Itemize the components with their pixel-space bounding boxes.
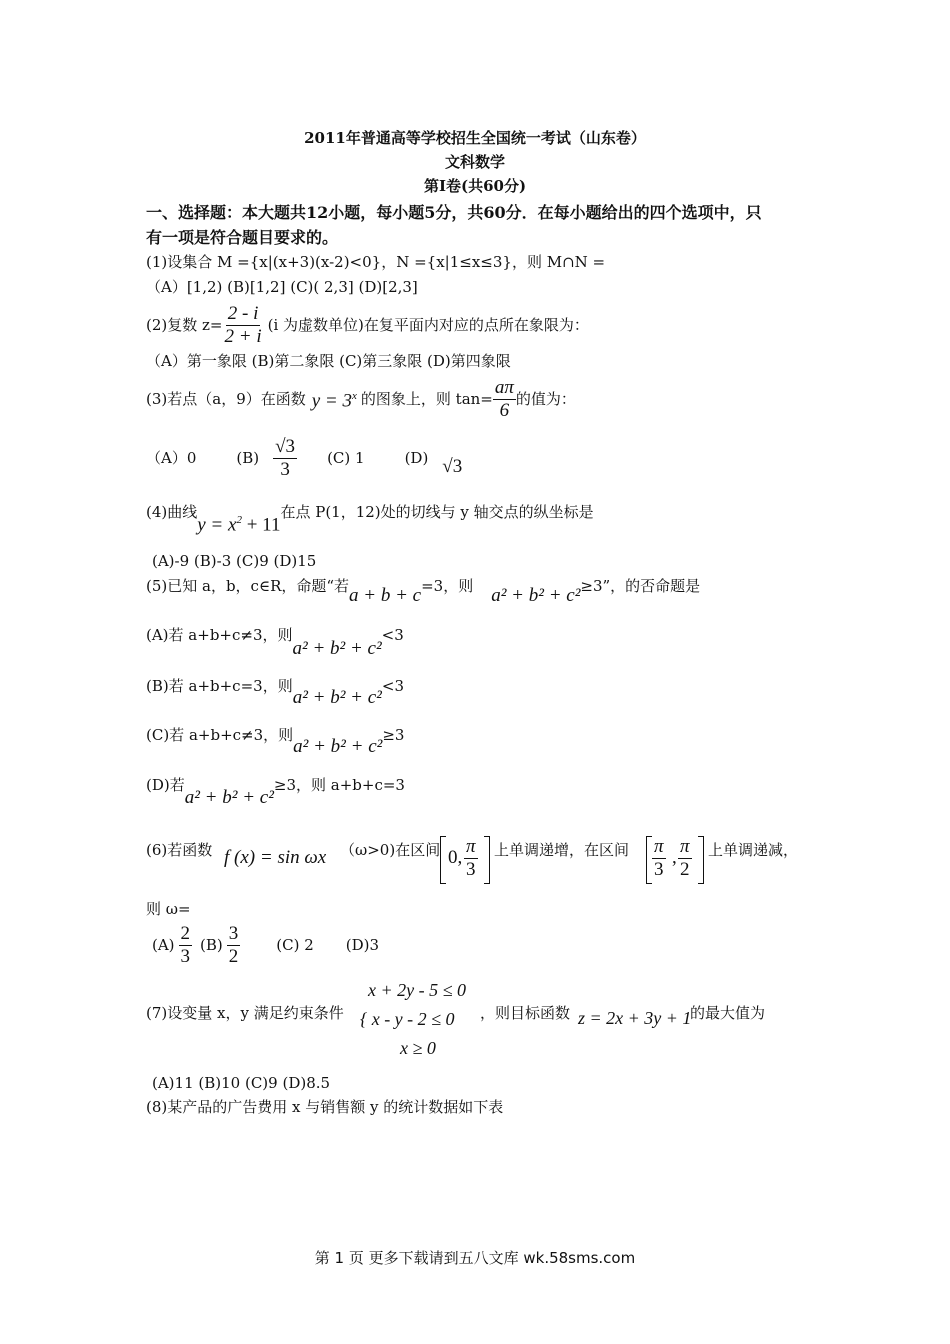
q2-denominator: 2 + i bbox=[224, 325, 262, 347]
q5-mid: =3，则 bbox=[421, 577, 474, 595]
q5-expr2: a² + b² + c² bbox=[491, 585, 581, 606]
q2-fraction bbox=[223, 303, 264, 348]
q5-option-c-prefix: (C)若 a+b+c≠3，则 bbox=[146, 726, 294, 744]
q3-option-b-fraction bbox=[273, 436, 297, 481]
q7-constraint-3: x ≥ 0 bbox=[400, 1038, 436, 1058]
q5-option-a bbox=[146, 625, 404, 661]
q6-option-b-fraction bbox=[227, 923, 241, 968]
q6-prefix: (6)若函数 bbox=[146, 841, 213, 859]
q6-interval1-left-bracket bbox=[440, 836, 446, 884]
q6-option-b-label: (B) bbox=[200, 936, 223, 954]
q5-suffix: ≥3”，的否命题是 bbox=[580, 577, 701, 595]
q3-option-c: (C) 1 bbox=[327, 449, 365, 467]
question-4 bbox=[146, 502, 594, 536]
q2-suffix: (i 为虚数单位)在复平面内对应的点所在象限为： bbox=[267, 316, 589, 334]
q3-suffix: 的值为： bbox=[515, 390, 576, 408]
q7-suffix: 的最大值为 bbox=[690, 1004, 766, 1022]
q6-suffix: 上单调递减， bbox=[708, 841, 799, 859]
q3-option-b-denominator: 3 bbox=[280, 458, 290, 480]
q7-constraint-2: { x - y - 2 ≤ 0 bbox=[360, 1009, 455, 1029]
q5-option-a-suffix: <3 bbox=[381, 626, 404, 644]
q6-condition: （ω>0)在区间 bbox=[340, 841, 441, 859]
question-2 bbox=[146, 302, 589, 348]
q5-option-c-suffix: ≥3 bbox=[382, 726, 405, 744]
question-1: (1)设集合 M ={x|(x+3)(x-2)<0}，N ={x|1≤x≤3}，则 M∩N = bbox=[146, 253, 606, 271]
q3-option-a: （A）0 bbox=[146, 449, 197, 467]
q6-interval2-right-bracket bbox=[698, 836, 704, 884]
q5-option-a-expr: a² + b² + c² bbox=[292, 638, 382, 659]
q6-interval2-end-denominator: 2 bbox=[680, 859, 690, 880]
q4-function: $y = x^2 + 11$ bbox=[197, 514, 281, 536]
q6-interval2-start bbox=[652, 836, 666, 881]
q5-option-d bbox=[146, 775, 405, 811]
q5-option-d-suffix: ≥3，则 a+b+c=3 bbox=[273, 776, 405, 794]
volume-title: 第Ⅰ卷(共60分) bbox=[423, 177, 527, 195]
question-5 bbox=[146, 576, 700, 610]
q6-option-a-numerator: 2 bbox=[180, 922, 191, 944]
q3-denominator: 6 bbox=[499, 399, 510, 421]
question-2-options: （A）第一象限 (B)第二象限 (C)第三象限 (D)第四象限 bbox=[146, 352, 511, 370]
q6-interval1-end bbox=[464, 836, 478, 881]
section-heading-line2: 有一项是符合题目要求的。 bbox=[146, 228, 339, 247]
question-8: (8)某产品的广告费用 x 与销售额 y 的统计数据如下表 bbox=[146, 1098, 504, 1116]
q5-expr1: a + b + c bbox=[349, 585, 422, 606]
q6-interval1-start: 0, bbox=[448, 847, 463, 868]
q6-option-a-label: (A) bbox=[152, 936, 175, 954]
q5-option-b bbox=[146, 676, 404, 712]
subject-title: 文科数学 bbox=[444, 153, 505, 171]
q4-prefix: (4)曲线 bbox=[146, 503, 198, 521]
q6-interval2-start-numerator: π bbox=[654, 836, 664, 857]
page-footer: 第 1 页 更多下载请到五八文库 wk.58sms.com bbox=[314, 1249, 636, 1267]
q6-interval2-comma: , bbox=[672, 847, 677, 868]
q6-option-d: (D)3 bbox=[345, 936, 380, 954]
q5-prefix: (5)已知 a，b，c∈R，命题“若 bbox=[146, 577, 350, 595]
question-6 bbox=[146, 836, 806, 886]
q3-option-d-label: (D) bbox=[404, 449, 429, 467]
q5-option-b-expr: a² + b² + c² bbox=[292, 687, 382, 708]
q3-option-d-value: √3 bbox=[442, 456, 463, 477]
q7-mid: ，则目标函数 bbox=[480, 1004, 571, 1022]
q5-option-b-prefix: (B)若 a+b+c=3，则 bbox=[146, 677, 293, 695]
question-3-options bbox=[146, 432, 462, 484]
q5-option-c bbox=[146, 725, 404, 761]
question-3 bbox=[146, 376, 576, 422]
q5-option-b-suffix: <3 bbox=[381, 677, 404, 695]
q6-option-b-denominator: 2 bbox=[228, 945, 239, 967]
question-1-options: （A）[1,2) (B)[1,2] (C)( 2,3] (D)[2,3] bbox=[146, 278, 418, 296]
page-title: 2011年普通高等学校招生全国统一考试（山东卷） bbox=[304, 129, 646, 147]
q3-mid: 的图象上，则 tan= bbox=[360, 390, 493, 408]
question-6-options bbox=[152, 920, 379, 970]
q6-interval2-end bbox=[678, 836, 692, 881]
q5-option-a-prefix: (A)若 a+b+c≠3，则 bbox=[146, 626, 293, 644]
q2-numerator: 2 - i bbox=[227, 302, 259, 324]
q7-objective: z = 2x + 3y + 1 bbox=[578, 1008, 692, 1028]
q3-prefix: (3)若点（a，9）在函数 bbox=[146, 390, 306, 408]
q5-option-c-expr: a² + b² + c² bbox=[293, 736, 383, 757]
q3-function: $y = 3^x$ bbox=[311, 390, 357, 412]
q6-function: f (x) = sin ωx bbox=[224, 847, 327, 868]
question-7-options: (A)11 (B)10 (C)9 (D)8.5 bbox=[152, 1074, 331, 1092]
q6-interval1-right-bracket bbox=[484, 836, 490, 884]
question-4-options: (A)-9 (B)-3 (C)9 (D)15 bbox=[152, 552, 317, 570]
q6-interval1-numerator: π bbox=[466, 836, 476, 857]
q6-option-c: (C) 2 bbox=[276, 936, 314, 954]
q6-interval2-start-denominator: 3 bbox=[654, 859, 664, 880]
q7-prefix: (7)设变量 x，y 满足约束条件 bbox=[146, 1004, 344, 1022]
q3-numerator: aπ bbox=[494, 376, 514, 398]
q5-option-d-expr: a² + b² + c² bbox=[184, 787, 274, 808]
q5-option-d-prefix: (D)若 bbox=[146, 776, 185, 794]
q6-interval1-denominator: 3 bbox=[466, 859, 476, 880]
q6-mid: 上单调递增，在区间 bbox=[494, 841, 630, 859]
q6-option-a-fraction bbox=[179, 923, 193, 968]
q3-option-b-label: (B) bbox=[236, 449, 260, 467]
q7-constraint-1: x + 2y - 5 ≤ 0 bbox=[368, 980, 466, 1000]
q6-interval2-end-numerator: π bbox=[680, 836, 690, 857]
q4-suffix: 在点 P(1，12)处的切线与 y 轴交点的纵坐标是 bbox=[280, 503, 594, 521]
q2-prefix: (2)复数 z= bbox=[146, 316, 223, 334]
q6-line2: 则 ω= bbox=[146, 900, 191, 918]
q6-option-a-denominator: 3 bbox=[180, 945, 191, 967]
q6-option-b-numerator: 3 bbox=[228, 922, 239, 944]
section-heading-line1: 一、选择题：本大题共12小题，每小题5分，共60分．在每小题给出的四个选项中，只 bbox=[146, 203, 762, 222]
q3-fraction bbox=[493, 377, 516, 422]
q3-option-b-numerator: √3 bbox=[275, 435, 296, 457]
